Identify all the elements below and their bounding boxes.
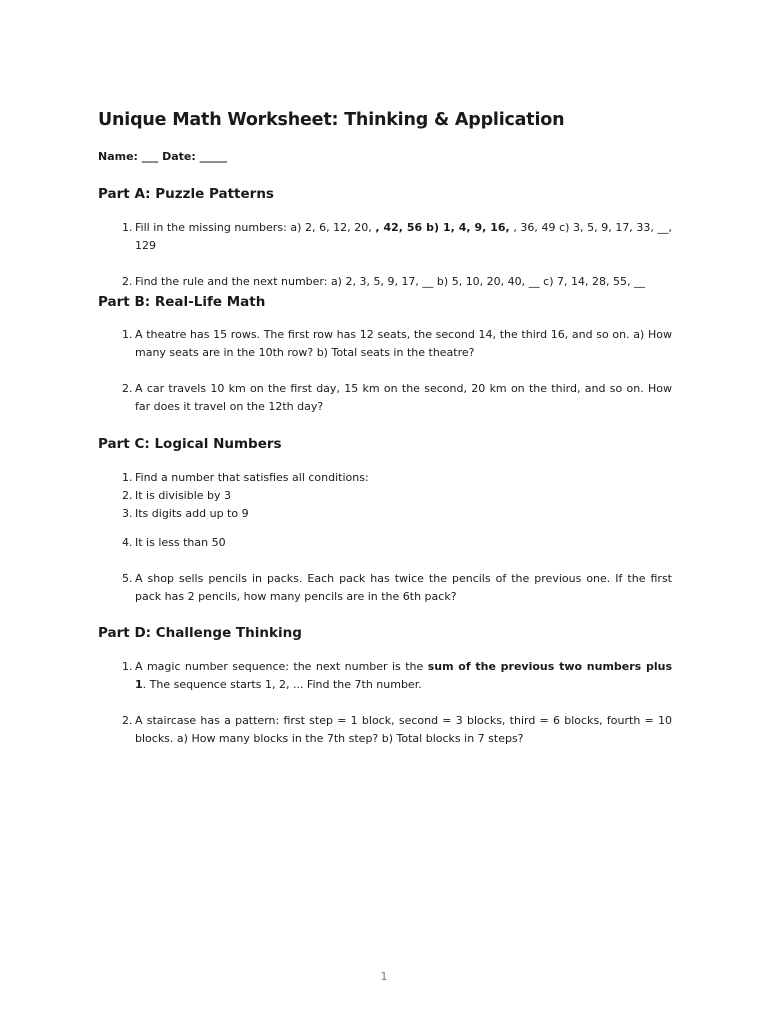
list-item: 2. It is divisible by 3	[122, 489, 232, 502]
part-a-list	[98, 219, 672, 291]
name-date-line: Name: ___ Date: _____	[98, 150, 228, 163]
list-item: 5. A shop sells pencils in packs. Each pack has twice the pencils of the previous one. If the first pack has 2 pencils, how many pencils are in the 6th pack?	[122, 572, 672, 603]
part-b-list	[98, 326, 672, 416]
part-d-list	[98, 658, 672, 748]
list-item: 2. A staircase has a pattern: first step = 1 block, second = 3 blocks, third = 6 blocks, fourth = 10 blocks. a) How many blocks in the 7th step? b) Total blocks in 7 steps?	[122, 714, 672, 745]
list-item: 2. Find the rule and the next number: a) 2, 3, 5, 9, 17, __ b) 5, 10, 20, 40, __ c) 7, 14, 28, 55, __	[122, 275, 645, 288]
list-item: 4. It is less than 50	[122, 536, 226, 549]
page-number: 1	[380, 970, 388, 983]
list-item: 2. A car travels 10 km on the first day, 15 km on the second, 20 km on the third, and so on. How far does it travel on the 12th day?	[122, 382, 672, 413]
page-title: Unique Math Worksheet: Thinking & Application	[98, 110, 565, 130]
section-heading-part-a: Part A: Puzzle Patterns	[98, 186, 274, 202]
section-heading-part-b: Part B: Real-Life Math	[98, 294, 266, 310]
section-heading-part-c: Part C: Logical Numbers	[98, 436, 282, 452]
list-item: 1. A theatre has 15 rows. The first row has 12 seats, the second 14, the third 16, and so on. a) How many seats are in the 10th row? b) Total seats in the theatre?	[122, 328, 672, 359]
list-item: 1. A magic number sequence: the next number is the sum of the previous two numbers plus 1. The sequence starts 1, 2, ... Find the 7th number.	[122, 660, 673, 691]
list-item: 1. Fill in the missing numbers: a) 2, 6, 12, 20, , 42, 56 b) 1, 4, 9, 16, , 36, 49 c) 3, 5, 9, 17, 33, __, 129	[122, 221, 672, 252]
section-heading-part-d: Part D: Challenge Thinking	[98, 625, 302, 641]
part-c-list	[98, 469, 672, 606]
list-item: 1. Find a number that satisfies all conditions:	[122, 471, 369, 484]
list-item: 3. Its digits add up to 9	[122, 507, 249, 520]
